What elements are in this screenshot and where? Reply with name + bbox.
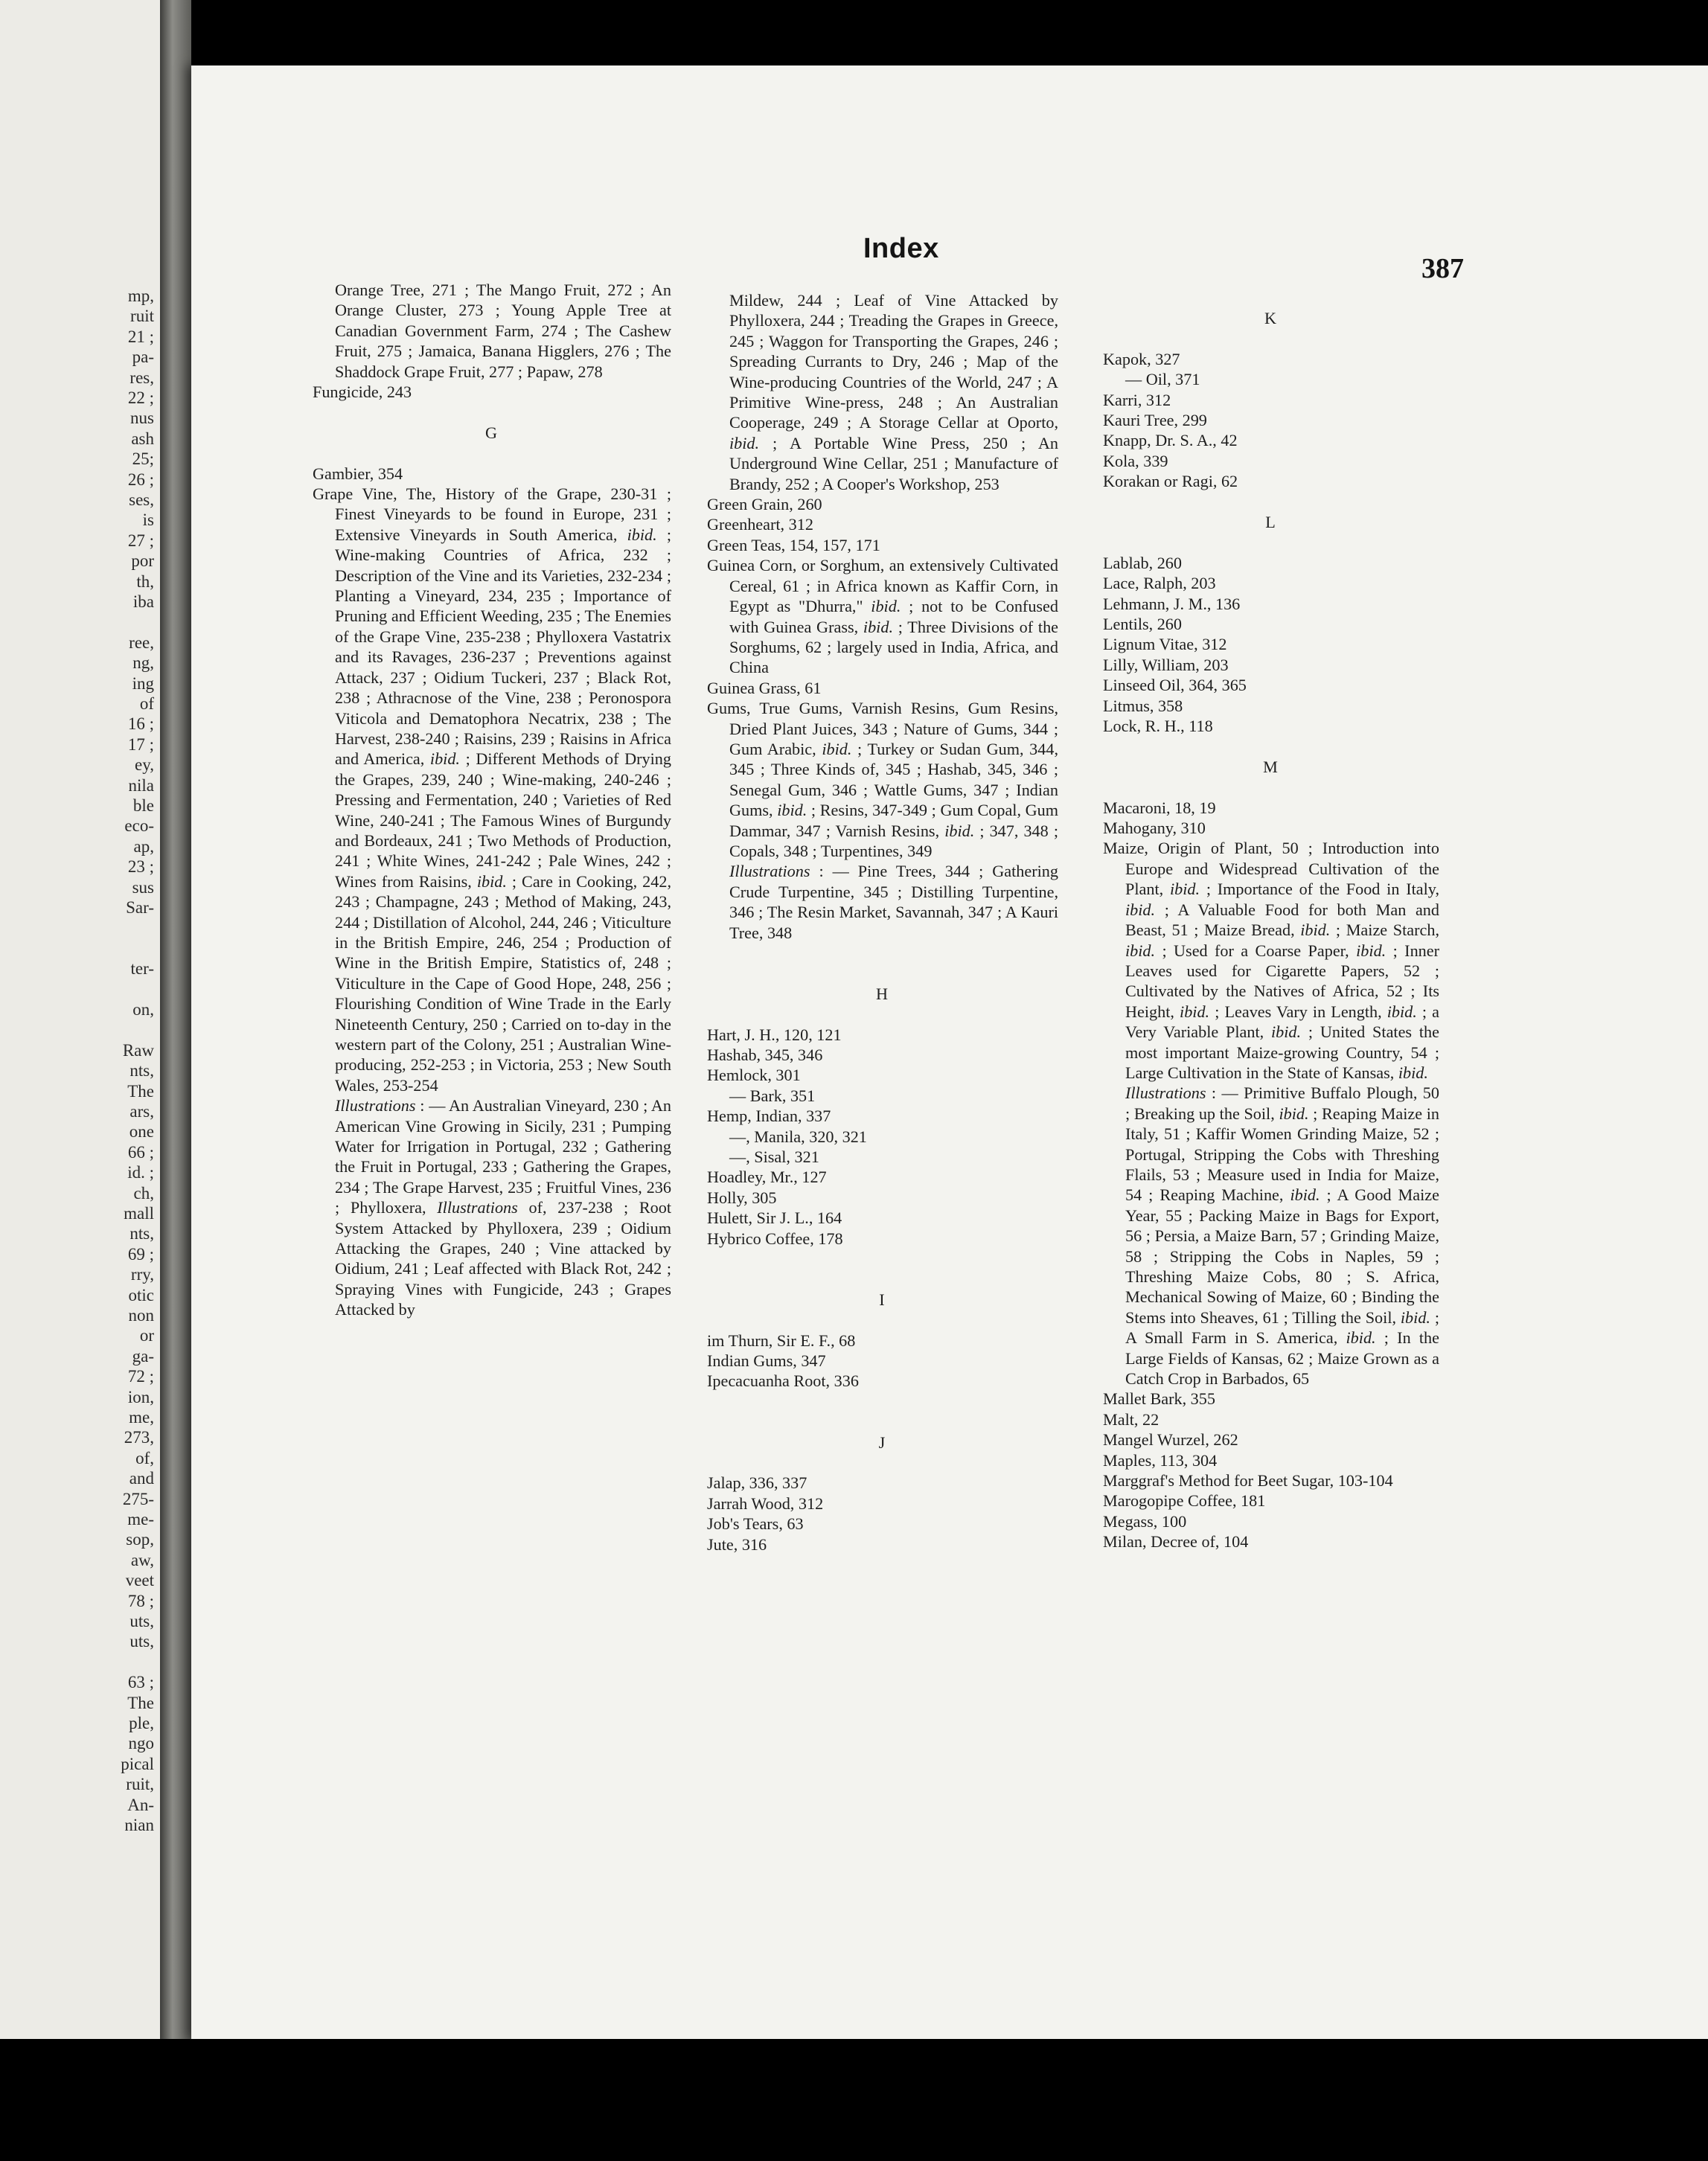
index-entry: Hulett, Sir J. L., 164	[707, 1208, 842, 1228]
spacer	[707, 963, 1058, 983]
previous-page-text-fragment: otic	[128, 1285, 154, 1304]
index-subentry: Illustrations : — An Australian Vineyard, 230 ; An American Vine Growing in Sicily, 231 ; Pumping Water for Irrigation in Portugal, 232 ; Gathering the Fruit in Portugal, 233 ; Gathering the Grapes, 234 ; The Grape Harvest, 235 ; Fruitful Vines, 236 ; Phylloxera, Illustrations of, 237-238 ; Root System Attacked by Phylloxera, 239 ; Oidium Attacking the Grapes, 240 ; Vine attacked by Oidium, 241 ; Leaf affected with Black Rot, 242 ; Spraying Vines with Fungicide, 243 ; Grapes Attacked by	[335, 1096, 671, 1319]
index-entry: Marogopipe Coffee, 181	[1103, 1491, 1266, 1511]
previous-page-text-fragment: ses,	[129, 490, 154, 509]
previous-page-text-fragment: 23 ;	[127, 857, 154, 877]
index-entry: Karri, 312	[1103, 390, 1171, 409]
previous-page-text-fragment: pical	[121, 1754, 154, 1773]
index-entry: Linseed Oil, 364, 365	[1103, 676, 1247, 695]
index-column-1	[313, 280, 671, 1320]
spacer	[707, 1453, 1058, 1473]
index-entry: Jute, 316	[707, 1534, 767, 1554]
index-entry: Lentils, 260	[1103, 615, 1182, 634]
page-title: Index	[863, 233, 939, 264]
spacer	[1103, 777, 1439, 797]
previous-page-text-fragment: me,	[129, 1408, 154, 1427]
previous-page-text-fragment: res,	[129, 368, 154, 387]
spacer	[1103, 736, 1439, 756]
previous-page-text-fragment: 72 ;	[127, 1367, 154, 1386]
previous-page-text-fragment: iba	[132, 592, 154, 611]
previous-page-text-fragment: on,	[132, 1000, 154, 1019]
previous-page-text-fragment: me-	[127, 1510, 154, 1528]
index-entry: Jalap, 336, 337	[707, 1473, 807, 1493]
index-entry: Kauri Tree, 299	[1103, 411, 1207, 430]
previous-page-text-fragment: ap,	[133, 836, 154, 856]
index-entry: Malt, 22	[1103, 1409, 1160, 1429]
previous-page-edge	[0, 0, 160, 2039]
previous-page-text-fragment: is	[142, 510, 154, 530]
previous-page-text-fragment: 69 ;	[127, 1244, 154, 1264]
spacer	[707, 1310, 1058, 1330]
previous-page-text-fragment: th,	[136, 572, 154, 591]
previous-page-text-fragment: ree,	[129, 633, 154, 652]
spacer	[313, 443, 671, 463]
previous-page-text-fragment: ple,	[129, 1714, 154, 1732]
spacer	[1103, 532, 1439, 552]
index-entry: Guinea Corn, or Sorghum, an extensively Cultivated Cereal, 61 ; in Africa known as Kaffir Corn, in Egypt as "Dhurra," ibid. ; not to be Confused with Guinea Grass, ibid. ; Three Divisions of the Sorghums, 62 ; largely used in India, Africa, and China	[707, 556, 1059, 677]
section-letter: J	[878, 1432, 887, 1452]
previous-page-text-fragment: pa-	[132, 348, 154, 367]
previous-page-text-fragment: An-	[127, 1795, 154, 1814]
index-entry: Megass, 100	[1103, 1511, 1187, 1531]
index-entry: Lignum Vitae, 312	[1103, 635, 1227, 654]
previous-page-text-fragment: aw,	[130, 1550, 154, 1569]
scan-border	[0, 2039, 1708, 2161]
previous-page-text-fragment: rry,	[130, 1265, 154, 1284]
previous-page-text-fragment: sus	[132, 877, 154, 897]
index-entry: Grape Vine, The, History of the Grape, 230-31 ; Finest Vineyards to be found in Europe, 231 ; Extensive Vineyards in South America, ibid. ; Wine-making Countries of Africa, 232 ; Description of the Vine and its Varieties, 232-234 ; Planting a Vineyard, 234, 235 ; Importance of Pruning and Efficient Weeding, 235 ; The Enemies of the Grape Vine, 235-238 ; Phylloxera Vastatrix and its Ravages, 236-237 ; Preventions against Attack, 237 ; Oidium Tuckeri, 237 ; Black Rot, 238 ; Athracnose of the Vine, 238 ; Peronospora Viticola and Dematophora Necatrix, 238 ; The Harvest, 238-240 ; Raisins, 239 ; Raisins in Africa and America, ibid. ; Different Methods of Drying the Grapes, 239, 240 ; Wine-making, 240-246 ; Pressing and Fermentation, 240 ; Varieties of Red Wine, 240-241 ; The Famous Wines of Burgundy and Bordeaux, 241 ; Two Methods of Production, 241 ; White Wines, 241-242 ; Pale Wines, 242 ; Wines from Raisins, ibid. ; Care in Cooking, 242, 243 ; Champagne, 243 ; Method of Making, 243, 244 ; Distillation of Alcohol, 244, 246 ; Viticulture in the British Empire, 246, 254 ; Production of Wine in the British Empire, Statistics of, 248 ; Viticulture in the Cape of Good Hope, 248, 256 ; Flourishing Condition of Wine Trade in the Early Nineteenth Century, 250 ; Carried on to-day in the western part of the Colony, 251 ; Australian Wine-producing, 252-253 ; in Victoria, 253 ; New South Wales, 253-254	[313, 484, 671, 1095]
index-entry: Hashab, 345, 346	[707, 1045, 823, 1064]
previous-page-text-fragment: 273,	[124, 1428, 154, 1447]
index-entry: im Thurn, Sir E. F., 68	[707, 1331, 856, 1350]
index-entry: Guinea Grass, 61	[707, 678, 822, 697]
index-entry: Lock, R. H., 118	[1103, 717, 1213, 736]
previous-page-text-fragment: of,	[135, 1448, 154, 1467]
previous-page-text-fragment: mall	[124, 1204, 154, 1223]
previous-page-text-fragment: sop,	[126, 1530, 154, 1549]
previous-page-text-fragment: ing	[132, 673, 154, 693]
section-letter: M	[1263, 757, 1279, 776]
index-entry: Litmus, 358	[1103, 696, 1183, 715]
previous-page-text-fragment: id. ;	[127, 1163, 154, 1182]
index-entry: Hart, J. H., 120, 121	[707, 1025, 842, 1044]
index-entry: Jarrah Wood, 312	[707, 1494, 824, 1513]
index-entry: Macaroni, 18, 19	[1103, 798, 1216, 817]
previous-page-text-fragment: nus	[130, 409, 154, 428]
index-entry: Marggraf's Method for Beet Sugar, 103-104	[1103, 1471, 1393, 1491]
index-entry: Greenheart, 312	[707, 515, 813, 534]
index-entry: Knapp, Dr. S. A., 42	[1103, 431, 1238, 450]
index-entry: Milan, Decree of, 104	[1103, 1532, 1249, 1552]
spacer	[707, 943, 1058, 963]
previous-page-text-fragment: nts,	[129, 1224, 154, 1243]
index-subentry: Orange Tree, 271 ; The Mango Fruit, 272 ; An Orange Cluster, 273 ; Young Apple Tree at Canadian Government Farm, 274 ; The Cashew Fruit, 275 ; Jamaica, Banana Higglers, 276 ; The Shaddock Grape Fruit, 277 ; Papaw, 278	[335, 281, 671, 381]
index-entry: Hoadley, Mr., 127	[707, 1168, 827, 1187]
previous-page-text-fragment: The	[127, 1081, 154, 1101]
index-entry: Mahogany, 310	[1103, 819, 1206, 838]
previous-page-text-fragment: 21 ;	[127, 327, 154, 346]
previous-page-text-fragment: ruit,	[126, 1775, 154, 1794]
index-entry: Hemlock, 301	[707, 1066, 801, 1085]
previous-page-text-fragment: ars,	[129, 1102, 154, 1121]
spacer	[707, 1249, 1058, 1269]
previous-page-text-fragment: 27 ;	[127, 531, 154, 550]
index-entry: Gums, True Gums, Varnish Resins, Gum Resins, Dried Plant Juices, 343 ; Nature of Gums, 344 ; Gum Arabic, ibid. ; Turkey or Sudan Gum, 344, 345 ; Three Kinds of, 345 ; Hashab, 345, 346 ; Senegal Gum, 346 ; Wattle Gums, 347 ; Indian Gums, ibid. ; Resins, 347-349 ; Gum Copal, Gum Dammar, 347 ; Varnish Resins, ibid. ; 347, 348 ; Copals, 348 ; Turpentines, 349	[707, 699, 1059, 860]
previous-page-text-fragment: or	[139, 1326, 154, 1345]
index-entry: Gambier, 354	[313, 464, 403, 483]
index-entry: Ipecacuanha Root, 336	[707, 1371, 859, 1391]
index-entry: Indian Gums, 347	[707, 1351, 826, 1371]
previous-page-text-fragment: por	[131, 551, 154, 571]
index-entry: Lilly, William, 203	[1103, 655, 1229, 674]
spacer	[1103, 328, 1439, 348]
book-gutter	[160, 0, 191, 2039]
spacer	[707, 1269, 1058, 1289]
index-subentry: — Oil, 371	[1125, 370, 1200, 389]
index-entry: Kola, 339	[1103, 451, 1168, 470]
section-letter: H	[875, 984, 890, 1003]
previous-page-text-fragment: ng,	[132, 653, 154, 673]
previous-page-text-fragment: 78 ;	[127, 1591, 154, 1610]
index-subentry: Illustrations : — Pine Trees, 344 ; Gathering Crude Turpentine, 345 ; Distilling Turpentine, 346 ; The Resin Market, Savannah, 347 ; A Kauri Tree, 348	[729, 862, 1058, 942]
previous-page-text-fragment: ter-	[130, 959, 154, 979]
previous-page-text-fragment: Sar-	[126, 898, 154, 917]
previous-page-text-fragment: one	[129, 1122, 154, 1142]
index-entry: Mallet Bark, 355	[1103, 1389, 1215, 1409]
index-entry: Green Teas, 154, 157, 171	[707, 535, 880, 554]
previous-page-text-fragment: ch,	[133, 1183, 154, 1203]
index-column-2	[707, 290, 1058, 1555]
previous-page-text-fragment: 63 ;	[127, 1673, 154, 1692]
index-subentry: — Bark, 351	[729, 1086, 816, 1105]
spacer	[707, 1412, 1058, 1432]
previous-page-text-fragment: ash	[131, 429, 154, 448]
spacer	[313, 402, 671, 422]
previous-page-text-fragment: eco-	[124, 816, 154, 836]
previous-page-text-fragment: ion,	[127, 1387, 154, 1406]
index-entry: Fungicide, 243	[313, 382, 412, 402]
spacer	[707, 1392, 1058, 1412]
index-entry: Lace, Ralph, 203	[1103, 574, 1216, 593]
index-entry: Holly, 305	[707, 1188, 777, 1207]
previous-page-text-fragment: 17 ;	[127, 734, 154, 754]
previous-page-text-fragment: Raw	[122, 1040, 154, 1060]
previous-page-text-fragment: 66 ;	[127, 1142, 154, 1162]
previous-page-text-fragment: and	[129, 1469, 154, 1488]
previous-page-text-fragment: uts,	[129, 1632, 154, 1651]
previous-page-text-fragment: uts,	[129, 1612, 154, 1630]
previous-page-text-fragment: 26 ;	[127, 470, 154, 489]
index-entry: Lablab, 260	[1103, 553, 1182, 572]
index-entry: Maize, Origin of Plant, 50 ; Introduction into Europe and Widespread Cultivation of the Plant, ibid. ; Importance of the Food in Italy, ibid. ; A Valuable Food for both Man and Beast, 51 ; Maize Bread, ibid. ; Maize Starch, ibid. ; Used for a Coarse Paper, ibid. ; Inner Leaves used for Cigarette Papers, 52 ; Cultivated by the Natives of Africa, 52 ; Its Height, ibid. ; Leaves Vary in Length, ibid. ; a Very Variable Plant, ibid. ; United States the most important Maize-growing Country, 54 ; Large Cultivation in the State of Kansas, ibid.	[1103, 839, 1440, 1082]
previous-page-text-fragment: nian	[124, 1816, 154, 1834]
index-subentry: —, Sisal, 321	[729, 1147, 819, 1167]
section-letter: I	[879, 1290, 886, 1309]
section-letter: L	[1265, 513, 1277, 532]
previous-page-text-fragment: 16 ;	[127, 714, 154, 734]
index-entry: Mangel Wurzel, 262	[1103, 1430, 1238, 1450]
previous-page-text-fragment: ga-	[132, 1346, 154, 1366]
spacer	[1103, 492, 1439, 512]
index-entry: Green Grain, 260	[707, 495, 822, 514]
page-number: 387	[1421, 253, 1464, 284]
previous-page-text-fragment: 22 ;	[127, 388, 154, 407]
index-column-3	[1103, 308, 1439, 1552]
index-entry: Hybrico Coffee, 178	[707, 1229, 843, 1248]
previous-page-text-fragment: ruit	[130, 307, 154, 326]
previous-page-text-fragment: nts,	[129, 1061, 154, 1080]
previous-page-text-fragment: veet	[125, 1571, 154, 1590]
previous-page-text-fragment: The	[127, 1693, 154, 1712]
index-entry: Kapok, 327	[1103, 349, 1180, 368]
previous-page-text-fragment: ble	[132, 796, 154, 815]
previous-page-text-fragment: ey,	[135, 755, 154, 775]
index-entry: Maples, 113, 304	[1103, 1450, 1218, 1470]
previous-page-text-fragment: 25;	[132, 449, 154, 469]
index-subentry: —, Manila, 320, 321	[729, 1127, 867, 1146]
previous-page-text-fragment: mp,	[127, 286, 154, 305]
index-subentry: Illustrations : — Primitive Buffalo Plough, 50 ; Breaking up the Soil, ibid. ; Reaping Maize in Italy, 51 ; Kaffir Women Grinding Maize, 52 ; Portugal, Stripping the Cobs with Threshing Flails, 53 ; Measure used in India for Maize, 54 ; Reaping Machine, ibid. ; A Good Maize Year, 55 ; Packing Maize in Bags for Export, 56 ; Persia, a Maize Barn, 57 ; Grinding Maize, 58 ; Stripping the Cobs in Naples, 59 ; Threshing Maize Cobs, 80 ; S. Africa, Mechanical Sowing of Maize, 60 ; Binding the Stems into Sheaves, 61 ; Tilling the Soil, ibid. ; A Small Farm in S. America, ibid. ; In the Large Fields of Kansas, 62 ; Maize Grown as a Catch Crop in Barbados, 65	[1125, 1083, 1439, 1389]
spacer	[707, 1004, 1058, 1024]
section-letter: G	[484, 423, 499, 442]
previous-page-text-fragment: non	[128, 1306, 154, 1325]
index-entry: Job's Tears, 63	[707, 1514, 804, 1534]
section-letter: K	[1264, 309, 1279, 327]
index-subentry: Mildew, 244 ; Leaf of Vine Attacked by Phylloxera, 244 ; Treading the Grapes in Greece, 245 ; Waggon for Transporting the Grapes, 246 ; Spreading Currants to Dry, 246 ; Map of the Wine-producing Countries of the World, 247 ; A Primitive Wine-press, 248 ; An Australian Cooperage, 249 ; A Storage Cellar at Oporto, ibid. ; A Portable Wine Press, 250 ; An Underground Wine Cellar, 251 ; Manufacture of Brandy, 252 ; A Cooper's Workshop, 253	[729, 291, 1058, 493]
previous-page-text-fragment: 275-	[122, 1489, 154, 1508]
index-entry: Lehmann, J. M., 136	[1103, 594, 1241, 613]
index-entry: Hemp, Indian, 337	[707, 1107, 831, 1126]
previous-page-text-fragment: of	[139, 694, 154, 713]
previous-page-text-fragment: nila	[128, 775, 154, 795]
previous-page-text-fragment: ngo	[128, 1734, 154, 1753]
index-entry: Korakan or Ragi, 62	[1103, 472, 1238, 491]
